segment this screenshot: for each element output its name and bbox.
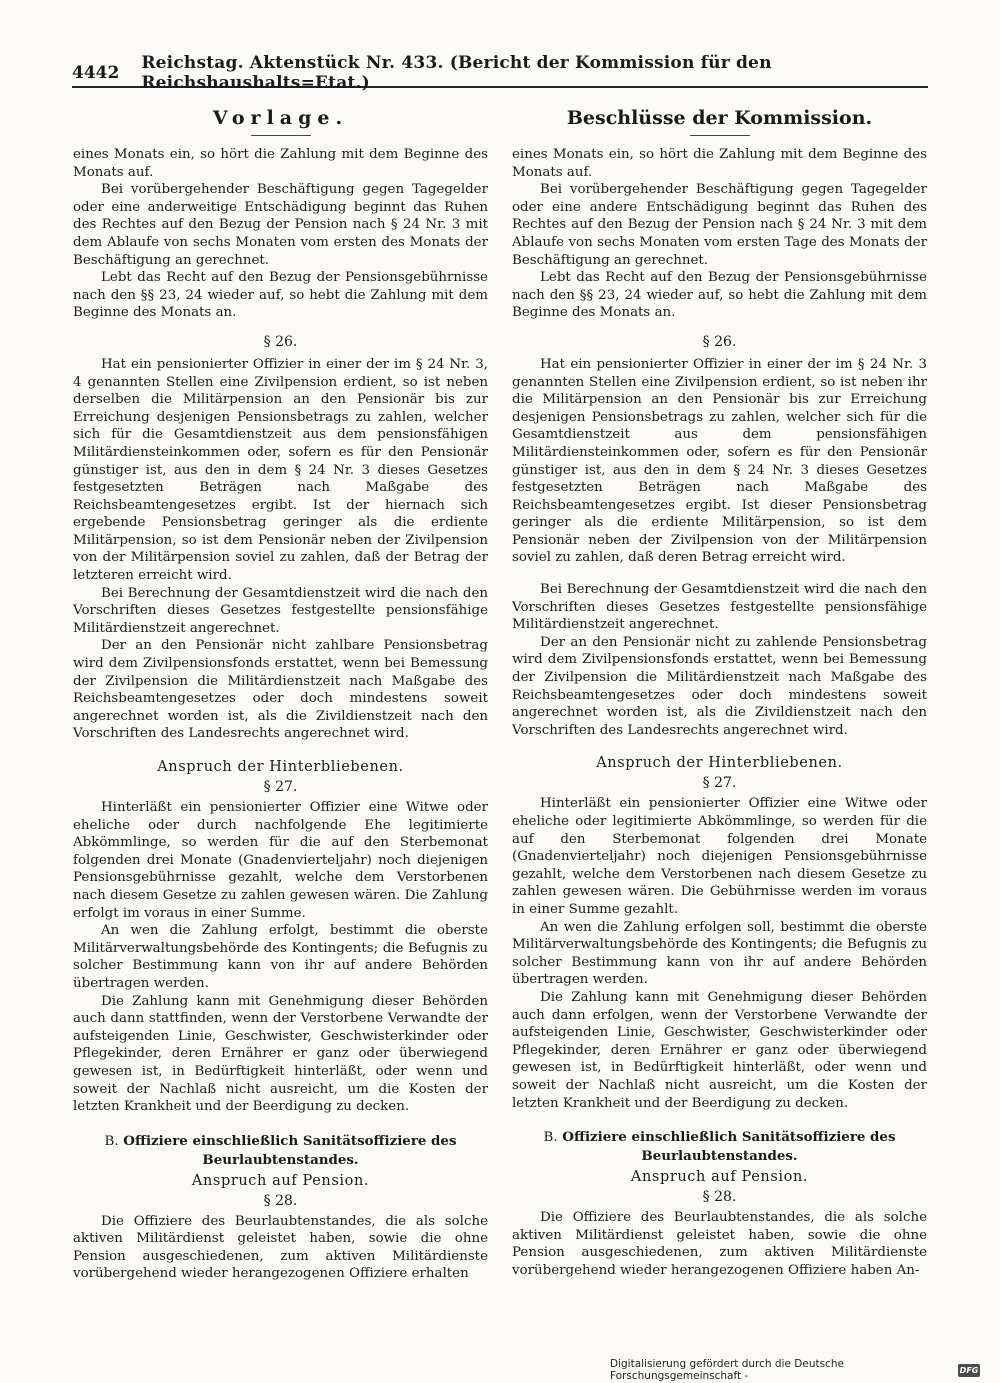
paragraph: Bei Berechnung der Gesamtdienstzeit wird die nach den Vorschriften dieses Gesetzes festgestellte pensionsfähige Militärdienstzeit angerechnet. [73, 585, 488, 636]
paragraph: Hat ein pensionierter Offizier in einer der im § 24 Nr. 3 genannten Stellen eine Zivilpension erdient, so ist neben ihr die Militärpension an den Pensionär bis zur Erreichung desjenigen Pensionsbetrags zu zahlen, welcher sich für die Gesamtdienstzeit aus dem pensionsfähigen Militärdiensteinkommen oder, sofern es für den Pensionär günstiger ist, aus den in dem § 24 Nr. 3 dieses Gesetzes festgesetzten Beträgen nach Maßgabe des Reichsbeamtengesetzes ergibt. Ist dieser Pensionsbetrag geringer als die erdiente Militärpension, so ist dem Pensionär neben der Zivilpension von der Militärpension soviel zu zahlen, daß deren Betrag erreicht wird. [512, 356, 927, 566]
column-beschluesse [512, 104, 927, 1279]
spacer [512, 567, 927, 581]
paragraph: Die Zahlung kann mit Genehmigung dieser Behörden auch dann erfolgen, wenn der Verstorbene Verwandte der aufsteigenden Linie, Geschwister, Geschwisterkinder oder Pflegekinder, deren Ernährer er ganz oder überwiegend gewesen ist, in Bedürftigkeit hinterläßt, oder wenn und soweit der Nachlaß nicht ausreicht, um die Kosten der letzten Krankheit und der Beerdigung zu decken. [512, 989, 927, 1111]
paragraph: Die Offiziere des Beurlaubtenstandes, die als solche aktiven Militärdienst geleistet haben, sowie die ohne Pension ausgeschiedenen, zum aktiven Militärdienste vorübergehend wieder herangezogenen Offiziere haben An- [512, 1210, 927, 1278]
dfg-logo-icon: DFG [959, 1365, 979, 1375]
paragraph: Der an den Pensionär nicht zu zahlende Pensionsbetrag wird dem Zivilpensionsfonds erstattet, wenn bei Bemessung der Zivilpension die Militärdienstzeit nach Maßgabe des Reichsbeamtengesetzes oder doch mindestens soweit angerechnet worden ist, als die Zivildienstzeit nach den Vorschriften des Landesrechts angerechnet wird. [512, 634, 927, 738]
paragraph: Bei vorübergehender Beschäftigung gegen Tagegelder oder eine anderweitige Entschädigung beginnt das Ruhen des Rechtes auf den Bezug der Pension nach § 24 Nr. 3 mit dem Ablaufe von sechs Monaten vom ersten des Monats der Beschäftigung an gerechnet. [73, 182, 488, 268]
heading-rule [251, 135, 311, 136]
paragraph: Die Offiziere des Beurlaubtenstandes, die als solche aktiven Militärdienst geleistet haben, sowie die ohne Pension ausgeschiedenen, zum aktiven Militärdienste vorübergehend wieder herangezogenen Offiziere erhalten [73, 1213, 488, 1282]
part-heading [73, 1132, 488, 1169]
part-title: Offiziere einschließlich Sanitätsoffiziere des Beurlaubtenstandes. [123, 1132, 457, 1168]
paragraph: Lebt das Recht auf den Bezug der Pensionsgebührnisse nach den §§ 23, 24 wieder auf, so hebt die Zahlung mit dem Beginne des Monats an. [73, 270, 488, 321]
page-header [72, 53, 928, 93]
column-heading-beschluesse: Beschlüsse der Kommission. [566, 107, 873, 129]
column-vorlage [73, 104, 488, 1283]
paragraph: eines Monats ein, so hört die Zahlung mit dem Beginne des Monats auf. [73, 147, 488, 180]
part-letter: B. [104, 1133, 119, 1149]
paragraph: An wen die Zahlung erfolgt, bestimmt die oberste Militärverwaltungsbehörde des Kontingents; die Befugnis zu solcher Bestimmung kann von ihr auf andere Behörden übertragen werden. [73, 923, 488, 991]
subheading: Anspruch der Hinterbliebenen. [596, 755, 843, 772]
paragraph: Bei vorübergehender Beschäftigung gegen Tagegelder oder eine andere Entschädigung beginnt das Ruhen des Rechtes auf den Bezug der Pension nach § 24 Nr. 3 mit dem Ablaufe von sechs Monaten vom ersten Tage des Monats der Beschäftigung an gerechnet. [512, 182, 927, 268]
digitization-footer [610, 1358, 980, 1382]
subheading: Anspruch auf Pension. [630, 1169, 809, 1186]
paragraph: Lebt das Recht auf den Bezug der Pensionsgebührnisse nach den §§ 23, 24 wieder auf, so hebt die Zahlung mit dem Beginne des Monats an. [512, 270, 927, 321]
paragraph: Hinterläßt ein pensionierter Offizier eine Witwe oder eheliche oder durch nachfolgende Ehe legitimierte Abkömmlinge, so werden für die auf den Sterbemonat folgenden drei Monate (Gnadenvierteljahr) noch diejenigen Pensionsgebührnisse gezahlt, welche dem Verstorbenen nach diesem Gesetze zu zahlen gewesen wären. Die Zahlung erfolgt im voraus in einer Summe. [73, 800, 488, 921]
paragraph: Der an den Pensionär nicht zahlbare Pensionsbetrag wird dem Zivilpensionsfonds erstattet, wenn bei Bemessung der Zivilpension die Militärdienstzeit nach Maßgabe des Reichsbeamtengesetzes oder doch mindestens soweit angerechnet worden ist, als die Zivildienstzeit nach den Vorschriften des Landesrechts angerechnet wird. [73, 638, 488, 742]
part-title: Offiziere einschließlich Sanitätsoffiziere des Beurlaubtenstandes. [562, 1129, 896, 1165]
section-number: § 26. [702, 333, 737, 350]
section-number: § 27. [702, 775, 737, 792]
section-number: § 28. [702, 1189, 737, 1206]
paragraph: eines Monats ein, so hört die Zahlung mit dem Beginne des Monats auf. [512, 147, 927, 180]
page-number: 4442 [72, 63, 120, 83]
section-number: § 27. [263, 779, 298, 795]
paragraph: An wen die Zahlung erfolgen soll, bestimmt die oberste Militärverwaltungsbehörde des Kontingents; die Befugnis zu solcher Bestimmung kann von ihr auf andere Behörden übertragen werden. [512, 919, 927, 988]
paragraph: Die Zahlung kann mit Genehmigung dieser Behörden auch dann stattfinden, wenn der Verstorbene Verwandte der aufsteigenden Linie, Geschwister, Geschwisterkinder oder Pflegekinder, deren Ernährer er ganz oder überwiegend gewesen ist, in Bedürftigkeit hinterläßt, oder wenn und soweit der Nachlaß nicht ausreicht, um die Kosten der letzten Krankheit und der Beerdigung zu decken. [73, 993, 488, 1115]
section-number: § 28. [263, 1192, 298, 1209]
column-heading-vorlage: Vorlage. [212, 107, 349, 129]
running-title: Reichstag. Aktenstück Nr. 433. (Bericht der Kommission für den Reichshaushalts=Etat.) [141, 53, 772, 93]
paragraph: Bei Berechnung der Gesamtdienstzeit wird die nach den Vorschriften dieses Gesetzes festgestellte pensionsfähige Militärdienstzeit angerechnet. [512, 582, 927, 633]
heading-rule [690, 135, 750, 136]
part-letter: B. [543, 1130, 558, 1146]
paragraph: Hat ein pensionierter Offizier in einer der im § 24 Nr. 3, 4 genannten Stellen eine Zivilpension erdient, so ist neben derselben die Militärpension an den Pensionär bis zur Erreichung desjenigen Pensionsbetrags zu zahlen, welcher sich für die Gesamtdienstzeit aus dem pensionsfähigen Militärdiensteinkommen oder, sofern es für den Pensionär günstiger ist, aus den in dem § 24 Nr. 3 dieses Gesetzes festgesetzten Beträgen nach Maßgabe des Reichsbeamtengesetzes ergibt. Ist der hiernach sich ergebende Pensionsbetrag geringer als die erdiente Militärpension, so ist dem Pensionär neben der Zivilpension von der Militärpension soviel zu zahlen, daß der Betrag der letzteren erreicht wird. [73, 356, 488, 584]
section-number: § 26. [263, 333, 298, 350]
subheading: Anspruch auf Pension. [191, 1172, 370, 1189]
part-heading [512, 1128, 927, 1165]
paragraph: Hinterläßt ein pensionierter Offizier eine Witwe oder eheliche oder legitimierte Abkömmlinge, so werden für die auf den Sterbemonat folgenden drei Monate (Gnadenvierteljahr) noch diejenigen Pensionsgebührnisse gezahlt, welche dem Verstorbenen nach diesem Gesetze zu zahlen gewesen wären. Die Gebührnisse werden im voraus in einer Summe gezahlt. [512, 796, 927, 917]
subheading: Anspruch der Hinterbliebenen. [157, 759, 404, 775]
funding-note: Digitalisierung gefördert durch die Deutsche Forschungsgemeinschaft - [610, 1358, 844, 1382]
